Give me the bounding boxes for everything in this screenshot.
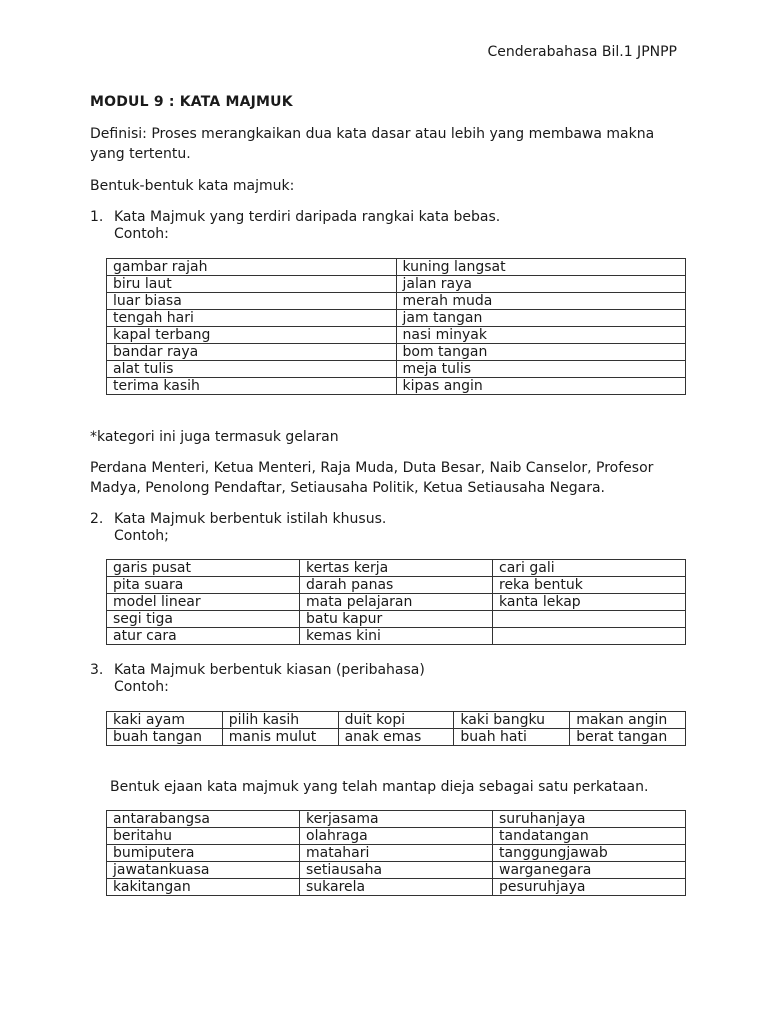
spelling-intro: Bentuk ejaan kata majmuk yang telah mantap dieja sebagai satu perkataan.: [110, 779, 649, 795]
section-2-example-label: Contoh;: [114, 528, 169, 544]
table-cell: makan angin: [570, 712, 686, 729]
table-cell: kanta lekap: [493, 594, 686, 611]
table-cell: kuning langsat: [396, 259, 686, 276]
table-cell: kaki ayam: [107, 712, 223, 729]
table-cell: pesuruhjaya: [493, 879, 686, 896]
table-cell: buah tangan: [107, 729, 223, 746]
table-cell: anak emas: [338, 729, 454, 746]
table-row: [107, 378, 686, 395]
table-cell: manis mulut: [222, 729, 338, 746]
table-cell: suruhanjaya: [493, 811, 686, 828]
table-cell: kertas kerja: [300, 560, 493, 577]
table-row: [107, 293, 686, 310]
table-row: [107, 611, 686, 628]
definition-text: Definisi: Proses merangkaikan dua kata dasar atau lebih yang membawa makna yang tertentu.: [90, 126, 655, 162]
page-header: Cenderabahasa Bil.1 JPNPP: [487, 44, 677, 60]
table-row: [107, 344, 686, 361]
table-cell: jalan raya: [396, 276, 686, 293]
table-cell: meja tulis: [396, 361, 686, 378]
table-cell: beritahu: [107, 828, 300, 845]
table-row: [107, 310, 686, 327]
table-cell: buah hati: [454, 729, 570, 746]
table-row: [107, 828, 686, 845]
table-cell: kemas kini: [300, 628, 493, 645]
section-2-heading-block: [90, 511, 386, 545]
table-cell: pilih kasih: [222, 712, 338, 729]
table-row: [107, 594, 686, 611]
table-cell: model linear: [107, 594, 300, 611]
table-row: [107, 729, 686, 746]
table-cell: olahraga: [300, 828, 493, 845]
table-cell: batu kapur: [300, 611, 493, 628]
section-1-example-label: Contoh:: [114, 226, 169, 242]
table-cell: cari gali: [493, 560, 686, 577]
table-row: [107, 811, 686, 828]
table-cell: tanggungjawab: [493, 845, 686, 862]
table-cell: alat tulis: [107, 361, 397, 378]
table-cell: duit kopi: [338, 712, 454, 729]
table-cell: darah panas: [300, 577, 493, 594]
forms-intro: Bentuk-bentuk kata majmuk:: [90, 178, 295, 194]
table-cell: reka bentuk: [493, 577, 686, 594]
table-cell: kakitangan: [107, 879, 300, 896]
titles-list: Perdana Menteri, Ketua Menteri, Raja Muda, Duta Besar, Naib Canselor, Profesor Madya, Penolong Pendaftar, Setiausaha Politik, Ketua Setiausaha Negara.: [90, 460, 654, 496]
table-cell: kipas angin: [396, 378, 686, 395]
section-1-number: 1.: [90, 209, 104, 225]
table-row: [107, 577, 686, 594]
table-cell: tengah hari: [107, 310, 397, 327]
section-3-example-label: Contoh:: [114, 679, 169, 695]
table-cell: biru laut: [107, 276, 397, 293]
section-3-heading-block: [90, 662, 425, 696]
table-cell: terima kasih: [107, 378, 397, 395]
table-cell: bandar raya: [107, 344, 397, 361]
table-cell: segi tiga: [107, 611, 300, 628]
table-cell: [493, 611, 686, 628]
table-row: [107, 361, 686, 378]
table-cell: [493, 628, 686, 645]
table-cell: kapal terbang: [107, 327, 397, 344]
table-row: [107, 879, 686, 896]
table-row: [107, 712, 686, 729]
table-row: [107, 327, 686, 344]
table-cell: atur cara: [107, 628, 300, 645]
table-cell: berat tangan: [570, 729, 686, 746]
table-row: [107, 276, 686, 293]
section-3-number: 3.: [90, 662, 104, 678]
section-1-heading-block: [90, 209, 500, 243]
table-kiasan: [106, 711, 686, 746]
table-cell: nasi minyak: [396, 327, 686, 344]
table-cell: kerjasama: [300, 811, 493, 828]
table-cell: bumiputera: [107, 845, 300, 862]
table-cell: matahari: [300, 845, 493, 862]
table-cell: pita suara: [107, 577, 300, 594]
table-cell: jawatankuasa: [107, 862, 300, 879]
table-row: [107, 560, 686, 577]
table-cell: tandatangan: [493, 828, 686, 845]
table-cell: gambar rajah: [107, 259, 397, 276]
table-cell: sukarela: [300, 879, 493, 896]
table-cell: bom tangan: [396, 344, 686, 361]
table-row: [107, 628, 686, 645]
table-row: [107, 862, 686, 879]
table-row: [107, 845, 686, 862]
category-note: *kategori ini juga termasuk gelaran: [90, 429, 339, 445]
table-cell: warganegara: [493, 862, 686, 879]
table-ejaan-mantap: [106, 810, 686, 896]
table-cell: kaki bangku: [454, 712, 570, 729]
table-rangkai-kata-bebas: [106, 258, 686, 395]
section-2-number: 2.: [90, 511, 104, 527]
module-title: MODUL 9 : KATA MAJMUK: [90, 94, 293, 110]
section-2-heading: Kata Majmuk berbentuk istilah khusus.: [114, 511, 387, 527]
table-cell: merah muda: [396, 293, 686, 310]
table-cell: setiausaha: [300, 862, 493, 879]
section-1-heading: Kata Majmuk yang terdiri daripada rangkai kata bebas.: [114, 209, 501, 225]
table-cell: jam tangan: [396, 310, 686, 327]
table-cell: luar biasa: [107, 293, 397, 310]
table-cell: garis pusat: [107, 560, 300, 577]
table-cell: mata pelajaran: [300, 594, 493, 611]
table-row: [107, 259, 686, 276]
section-3-heading: Kata Majmuk berbentuk kiasan (peribahasa): [114, 662, 425, 678]
table-istilah-khusus: [106, 559, 686, 645]
table-cell: antarabangsa: [107, 811, 300, 828]
